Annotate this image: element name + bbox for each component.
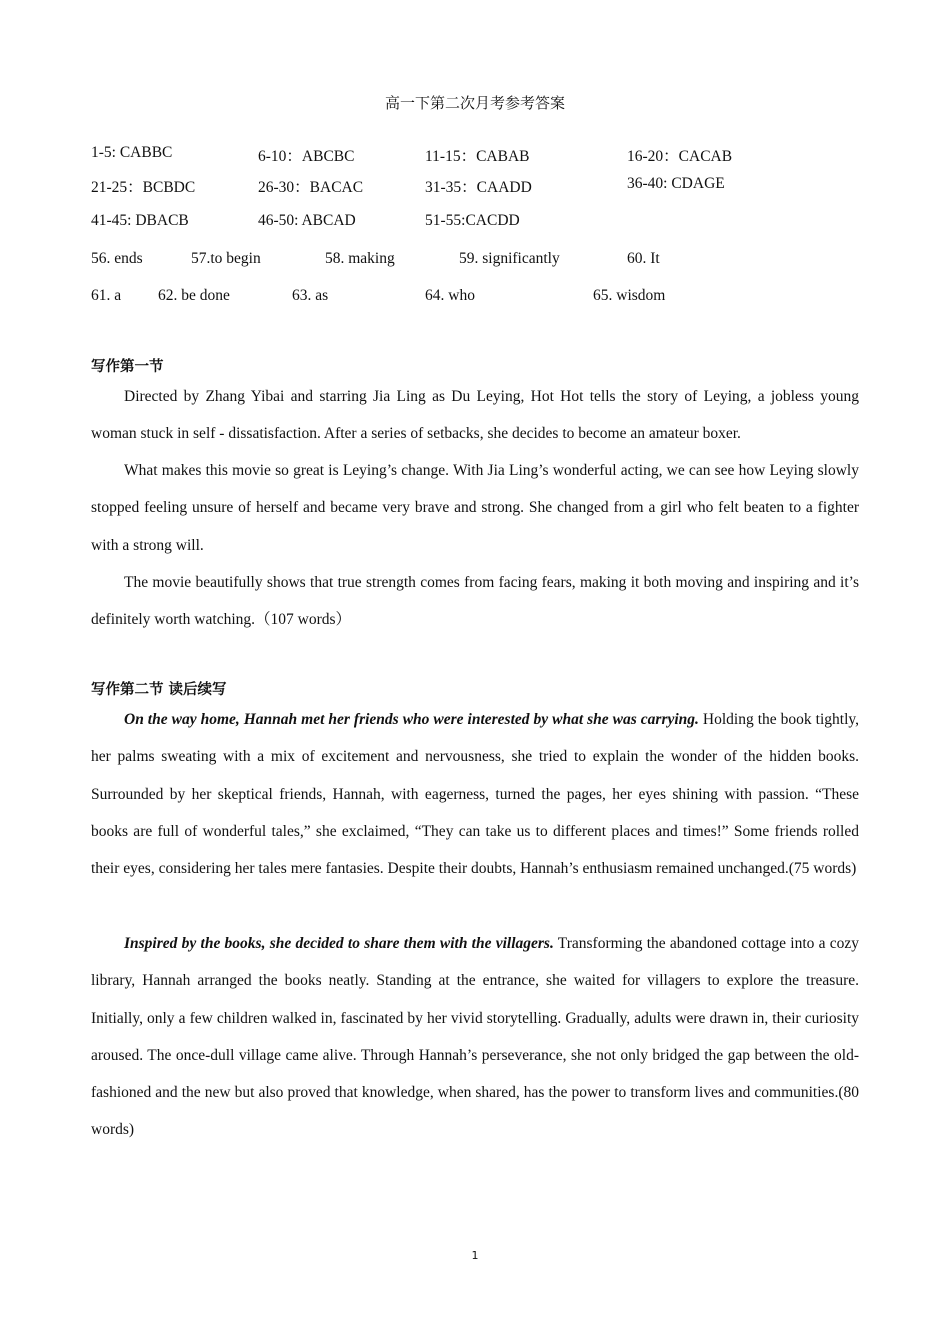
answer-group: 31-35：CAADD [425, 179, 532, 196]
paragraph-body: Holding the book tightly, her palms sweating with a mix of excitement and nervousness, she tried to explain the wonder of the hidden books. Surrounded by her skeptical friends, Hannah, with eagerness, turned the pages, her eyes shining with passion. “These books are full of wonderful tales,” she exclaimed, “They can take us to different places and times!” Some friends rolled their eyes, considering her tales mere fantasies. Despite their doubts, Hannah’s enthusiasm remained unchanged.(75 words) [91, 711, 860, 878]
answer-group: 11-15：CABAB [425, 148, 530, 165]
answer-group: 21-25：BCBDC [91, 179, 196, 196]
paragraph-body: Transforming the abandoned cottage into a cozy library, Hannah arranged the books neatly. Standing at the entrance, she waited for villagers to explore the treasure. Initially, only a few children walked in, fascinated by her vivid storytelling. Gradually, adults were drawn in, their curiosity aroused. The once-dull village came alive. Through Hannah’s perseverance, she not only bridged the gap between the old-fashioned and the new but also proved that knowledge, when shared, has the power to transform lives and communities.(80 words) [91, 935, 860, 1139]
answer-group: 16-20：CACAB [627, 148, 733, 165]
writing-1-paragraph-2: What makes this movie so great is Leying’s change. With Jia Ling’s wonderful acting, we can see how Leying slowly stopped feeling unsure of herself and became very brave and strong. She changed from a girl who felt beaten to a fighter with a strong will. [91, 462, 859, 554]
answer-row-4 [91, 250, 871, 272]
answer-item: 65. wisdom [593, 287, 666, 304]
answer-row-2 [91, 175, 871, 197]
answer-item: 57.to begin [191, 250, 261, 267]
answer-row-3 [91, 212, 871, 234]
answer-item: 63. as [292, 287, 329, 304]
answer-group: 41-45: DBACB [91, 212, 189, 229]
writing-2-paragraph-1 [91, 701, 859, 887]
answer-item: 64. who [425, 287, 475, 304]
page-number: 1 [471, 1249, 479, 1262]
answer-item: 60. It [627, 250, 660, 267]
writing-section-1-heading: 写作第一节 [91, 359, 164, 375]
answer-item: 59. significantly [459, 250, 560, 267]
writing-2-paragraph-2 [91, 925, 859, 1149]
answer-row-5 [91, 287, 871, 309]
answer-group: 46-50: ABCAD [258, 212, 356, 229]
answer-item: 61. a [91, 287, 122, 304]
writing-1-paragraph-1: Directed by Zhang Yibai and starring Jia Ling as Du Leying, Hot Hot tells the story of Leying, a jobless young woman stuck in self - dissatisfaction. After a series of setbacks, she decides to become an amateur boxer. [91, 388, 859, 443]
writing-section-2-heading: 写作第二节 读后续写 [91, 682, 227, 698]
page-title: 高一下第二次月考参考答案 [384, 94, 565, 112]
answer-item: 62. be done [158, 287, 230, 304]
answer-group: 6-10：ABCBC [258, 148, 355, 165]
answer-row-1 [91, 144, 871, 166]
answer-group: 51-55:CACDD [425, 212, 520, 229]
answer-group: 26-30：BACAC [258, 179, 364, 196]
answer-item: 58. making [325, 250, 395, 267]
answer-item: 56. ends [91, 250, 143, 267]
paragraph-lead-sentence: Inspired by the books, she decided to share them with the villagers. [124, 935, 554, 952]
writing-1-paragraph-3: The movie beautifully shows that true strength comes from facing fears, making it both moving and inspiring and it’s definitely worth watching.（107 words） [91, 574, 859, 629]
answer-group: 36-40: CDAGE [627, 175, 725, 192]
answer-group: 1-5: CABBC [91, 144, 173, 161]
paragraph-lead-sentence: On the way home, Hannah met her friends who were interested by what she was carrying. [124, 711, 699, 728]
